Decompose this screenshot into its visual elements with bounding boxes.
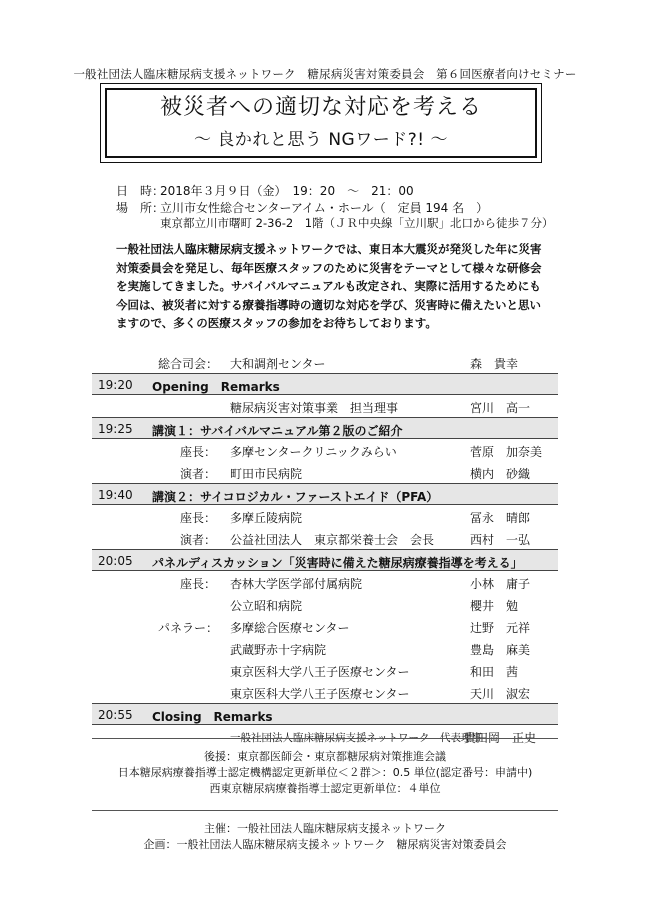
affiliation: 公益社団法人 東京都栄養士会 会長 bbox=[230, 533, 435, 547]
program-row-moderator bbox=[92, 351, 558, 373]
address: 東京都立川市曙町 2-36-2 1階（ＪＲ中央線「立川駅」北口から徒歩７分） bbox=[160, 216, 554, 230]
program-row bbox=[92, 593, 558, 615]
program-row bbox=[92, 461, 558, 483]
session-title: 講演２：サイコロジカル・ファーストエイド（PFA） bbox=[152, 490, 439, 504]
affiliation: 多摩丘陵病院 bbox=[230, 511, 303, 525]
divider bbox=[92, 810, 558, 811]
session-title: 講演１：サバイバルマニュアル第２版のご紹介 bbox=[152, 424, 403, 438]
person-name: 宮川 高一 bbox=[470, 401, 531, 415]
role-label: 演者： bbox=[179, 533, 216, 547]
program-row bbox=[92, 725, 558, 747]
session-title: パネルディスカッション「災害時に備えた糖尿病療養指導を考える」 bbox=[152, 556, 523, 570]
program-row bbox=[92, 681, 558, 703]
session-time: 19:40 bbox=[98, 488, 133, 502]
place-label: 場 所： bbox=[116, 201, 165, 215]
session-time: 20:55 bbox=[98, 708, 133, 722]
affiliation: 町田市民病院 bbox=[230, 467, 303, 481]
session-lecture-2 bbox=[92, 483, 558, 505]
affiliation: 武蔵野赤十字病院 bbox=[230, 643, 327, 657]
person-name: 和田 茜 bbox=[470, 665, 519, 679]
credit-line-1: 日本糖尿病療養指導士認定機構認定更新単位＜２群＞：0.5 単位(認定番号：申請中) bbox=[117, 766, 533, 779]
intro-line: 対策委員会を発足し、毎年医療スタッフのために災害をテーマとして様々な研修会 bbox=[116, 260, 542, 275]
session-lecture-1 bbox=[92, 417, 558, 439]
program-row bbox=[92, 395, 558, 417]
date-label: 日 時： bbox=[116, 184, 165, 198]
program-row bbox=[92, 505, 558, 527]
intro-line: 一般社団法人臨床糖尿病支援ネットワークでは、東日本大震災が発災した年に災害 bbox=[116, 242, 542, 256]
person-name: 森 貴幸 bbox=[470, 357, 519, 371]
program-row bbox=[92, 615, 558, 637]
role-label: 総合司会： bbox=[158, 357, 219, 371]
program-row bbox=[92, 659, 558, 681]
person-name: 豊島 麻美 bbox=[470, 643, 531, 657]
seminar-title: 被災者への適切な対応を考える bbox=[159, 95, 482, 120]
person-name: 貴田岡 正史 bbox=[464, 731, 537, 745]
person-name: 櫻井 勉 bbox=[470, 599, 519, 613]
date-value: 2018年３月９日（金） 19：20 ～ 21：00 bbox=[160, 184, 414, 198]
affiliation: 多摩センタークリニックみらい bbox=[230, 445, 397, 459]
title-box bbox=[100, 83, 542, 163]
person-name: 冨永 晴郎 bbox=[470, 511, 531, 525]
intro-line: を実施してきました。サバイバルマニュアルも改定され、実際に活用するためにも bbox=[116, 279, 541, 294]
credit-line-2: 西東京糖尿病療養指導士認定更新単位：４単位 bbox=[209, 782, 441, 795]
session-title: Closing Remarks bbox=[152, 710, 273, 724]
program-row bbox=[92, 637, 558, 659]
role-label: パネラー： bbox=[158, 621, 219, 635]
person-name: 辻野 元祥 bbox=[470, 621, 531, 635]
session-closing bbox=[92, 703, 558, 725]
intro-line: 今回は、被災者に対する療養指導時の適切な対応を学び、災害時に備えたいと思い bbox=[116, 297, 542, 312]
place-row bbox=[116, 199, 488, 216]
session-time: 19:20 bbox=[98, 378, 133, 392]
support-line: 後援：東京都医師会・東京都糖尿病対策推進会議 bbox=[204, 750, 446, 763]
program-row bbox=[92, 527, 558, 549]
person-name: 菅原 加奈美 bbox=[470, 445, 543, 459]
affiliation: 一般社団法人臨床糖尿病支援ネットワーク 代表理事 bbox=[230, 732, 482, 744]
person-name: 天川 淑宏 bbox=[470, 687, 531, 701]
role-label: 演者： bbox=[179, 467, 216, 481]
role-label: 座長： bbox=[179, 511, 216, 525]
session-time: 19:25 bbox=[98, 422, 133, 436]
affiliation: 糖尿病災害対策事業 担当理事 bbox=[230, 401, 399, 415]
seminar-subtitle: ～ 良かれと思う NGワード?! ～ bbox=[194, 130, 448, 150]
person-name: 西村 一弘 bbox=[470, 533, 531, 547]
planning-line: 企画：一般社団法人臨床糖尿病支援ネットワーク 糖尿病災害対策委員会 bbox=[143, 838, 507, 851]
host-line: 主催：一般社団法人臨床糖尿病支援ネットワーク bbox=[204, 822, 446, 835]
intro-line: ますので、多くの医療スタッフの参加をお待ちしております。 bbox=[116, 316, 437, 331]
program-table bbox=[92, 351, 558, 747]
role-label: 座長： bbox=[179, 577, 216, 591]
affiliation: 杏林大学医学部付属病院 bbox=[230, 577, 363, 591]
organizer-line: 一般社団法人臨床糖尿病支援ネットワーク 糖尿病災害対策委員会 第６回医療者向けセミナー bbox=[73, 67, 577, 81]
affiliation: 公立昭和病院 bbox=[230, 599, 303, 613]
session-time: 20:05 bbox=[98, 554, 133, 568]
place-value: 立川市女性総合センターアイム・ホール（ 定員 194 名 ） bbox=[160, 201, 489, 215]
session-opening bbox=[92, 373, 558, 395]
date-row bbox=[116, 182, 414, 199]
affiliation: 東京医科大学八王子医療センター bbox=[230, 687, 410, 701]
program-row bbox=[92, 571, 558, 593]
affiliation: 東京医科大学八王子医療センター bbox=[230, 665, 410, 679]
intro-paragraph bbox=[116, 240, 576, 333]
role-label: 座長： bbox=[179, 445, 216, 459]
affiliation: 多摩総合医療センター bbox=[230, 621, 350, 635]
affiliation: 大和調剤センター bbox=[230, 357, 326, 371]
person-name: 横内 砂織 bbox=[470, 467, 531, 481]
program-row bbox=[92, 439, 558, 461]
session-panel-discussion bbox=[92, 549, 558, 571]
session-title: Opening Remarks bbox=[152, 380, 280, 394]
person-name: 小林 庸子 bbox=[470, 577, 531, 591]
divider bbox=[92, 738, 558, 739]
